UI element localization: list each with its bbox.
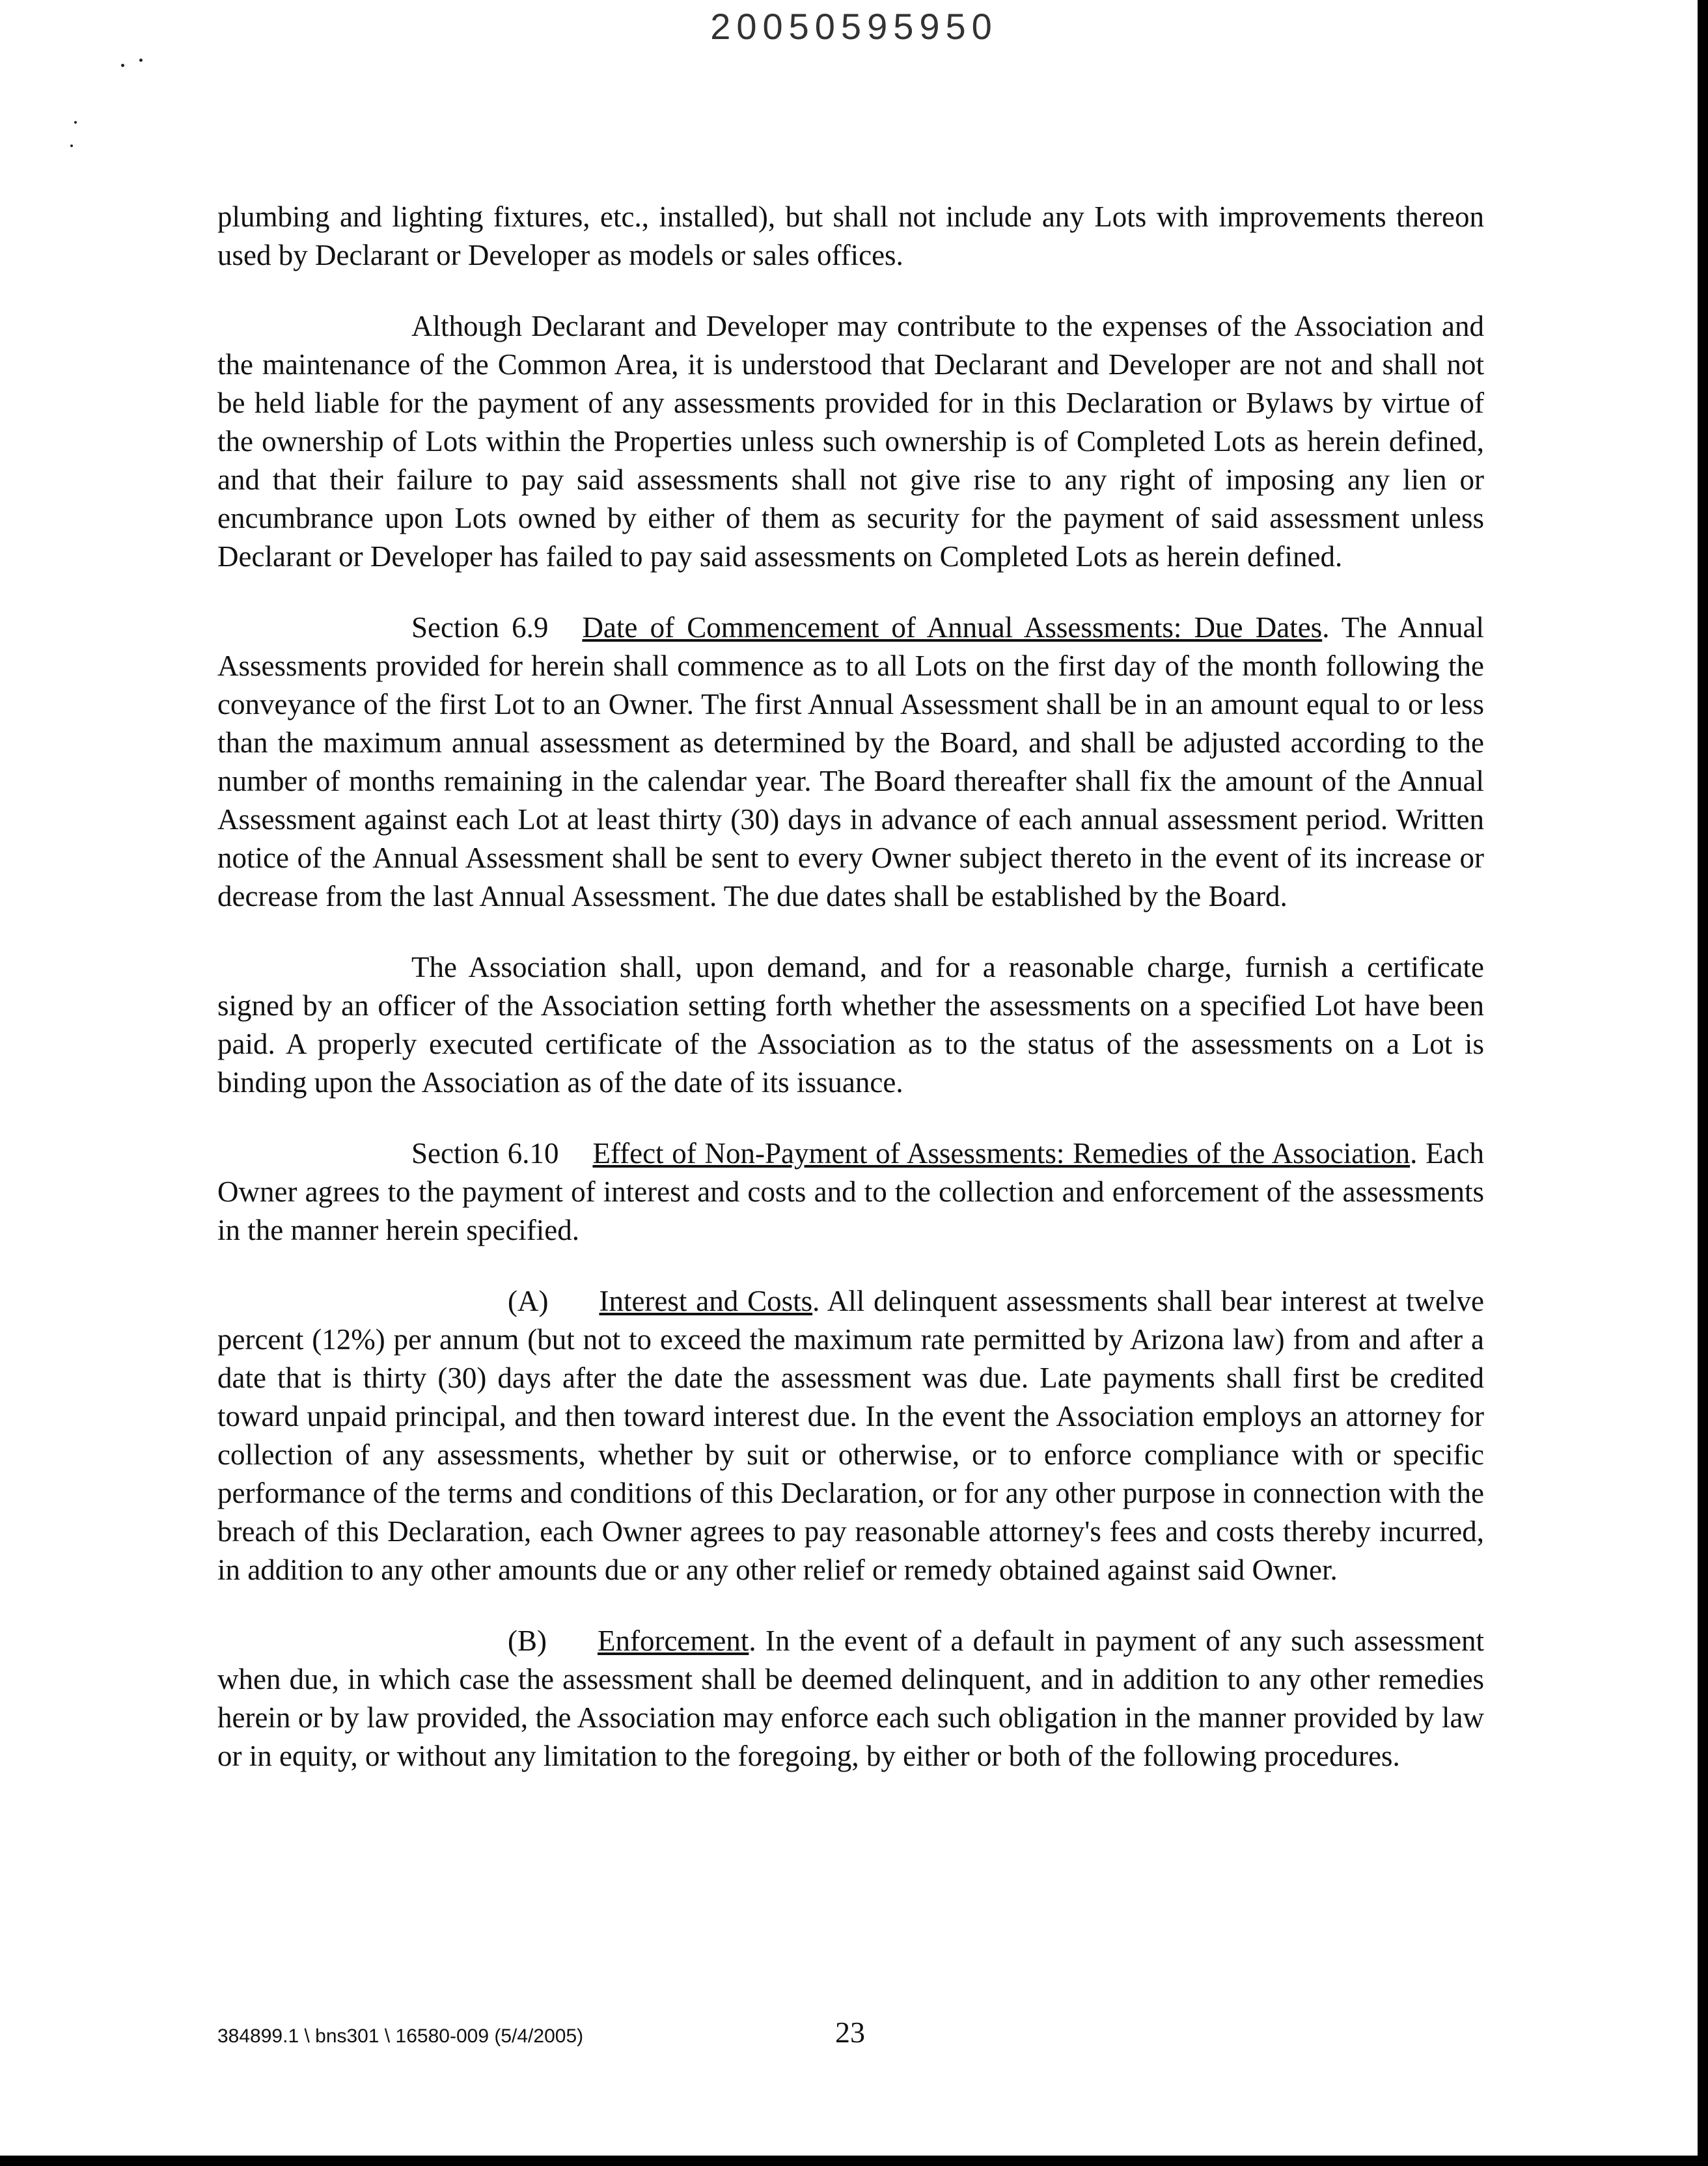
scan-border-bottom: [0, 2156, 1708, 2166]
subsection-a: [217, 1282, 1484, 1589]
subsection-text: . All delinquent assessments shall bear interest at twelve percent (12%) per annum (but not to exceed the maximum rate permitted by Arizona law) from and after a date that is thirty (30) days after the date the assessment was due. Late payments shall first be credited toward unpaid principal, and then toward interest due. In the event the Association employs an attorney for collection of any assessments, whether by suit or otherwise, or to enforce compliance with or specific performance of the terms and conditions of this Declaration, or for any other purpose in connection with the breach of this Declaration, each Owner agrees to pay reasonable attorney's fees and costs thereby incurred, in addition to any other amounts due or any other relief or remedy obtained against said Owner.: [217, 1285, 1484, 1586]
section-label: Section 6.9: [411, 611, 549, 644]
document-body: [217, 198, 1484, 1808]
subsection-label: (B): [508, 1624, 547, 1657]
paragraph-certificate: The Association shall, upon demand, and for a reasonable charge, furnish a certificate signed by an officer of the Association setting forth whether the assessments on a specified Lot have been paid. A properly executed certificate of the Association as to the status of the assessments on a Lot is binding upon the Association as of the date of its issuance.: [217, 951, 1484, 1099]
section-heading: Date of Commencement of Annual Assessments: Due Dates: [582, 611, 1323, 644]
section-6-10: [217, 1134, 1484, 1250]
paragraph-declarant-liability: Although Declarant and Developer may contribute to the expenses of the Association and the maintenance of the Common Area, it is understood that Declarant and Developer are not and shall not be held liable for the payment of any assessments provided for in this Declaration or Bylaws by virtue of the ownership of Lots within the Properties unless such ownership is of Completed Lots as herein defined, and that their failure to pay said assessments shall not give rise to any right of imposing any lien or encumbrance upon Lots owned by either of them as security for the payment of said assessment unless Declarant or Developer has failed to pay said assessments on Completed Lots as herein defined.: [217, 310, 1484, 573]
subsection-heading: Interest and Costs: [599, 1285, 813, 1317]
footer-reference: 384899.1 \ bns301 \ 16580-009 (5/4/2005): [217, 2025, 584, 2047]
scan-speck: [74, 121, 77, 124]
scan-speck: [121, 64, 124, 67]
section-text: . Each Owner agrees to the payment of interest and costs and to the collection and enforcement of the assessments in the manner herein specified.: [217, 1137, 1485, 1246]
paragraph-lot-definition: plumbing and lighting fixtures, etc., installed), but shall not include any Lots with improvements thereon used by Declarant or Developer as models or sales offices.: [217, 200, 1484, 271]
subsection-label: (A): [508, 1285, 549, 1317]
section-heading: Effect of Non-Payment of Assessments: Remedies of the Association: [592, 1137, 1411, 1170]
scan-speck: [70, 144, 73, 147]
section-label: Section 6.10: [411, 1137, 559, 1170]
document-number: 20050595950: [710, 6, 998, 47]
subsection-text: . In the event of a default in payment of any such assessment when due, in which case the assessment shall be deemed delinquent, and in addition to any other remedies herein or by law provided, the Association may enforce each such obligation in the manner provided by law or in equity, or without any limitation to the foregoing, by either or both of the following procedures.: [217, 1624, 1484, 1772]
section-text: . The Annual Assessments provided for herein shall commence as to all Lots on the first day of the month following the conveyance of the first Lot to an Owner. The first Annual Assessment shall be in an amount equal to or less than the maximum annual assessment as determined by the Board, and shall be adjusted according to the number of months remaining in the calendar year. The Board thereafter shall fix the amount of the Annual Assessment against each Lot at least thirty (30) days in advance of each annual assessment period. Written notice of the Annual Assessment shall be sent to every Owner subject thereto in the event of its increase or decrease from the last Annual Assessment. The due dates shall be established by the Board.: [217, 611, 1484, 912]
subsection-heading: Enforcement: [598, 1624, 749, 1657]
scan-border-right: [1698, 0, 1708, 2166]
page-number: 23: [835, 2016, 865, 2049]
scan-speck: [139, 59, 143, 62]
subsection-b: [217, 1622, 1484, 1775]
section-6-9: [217, 609, 1484, 916]
